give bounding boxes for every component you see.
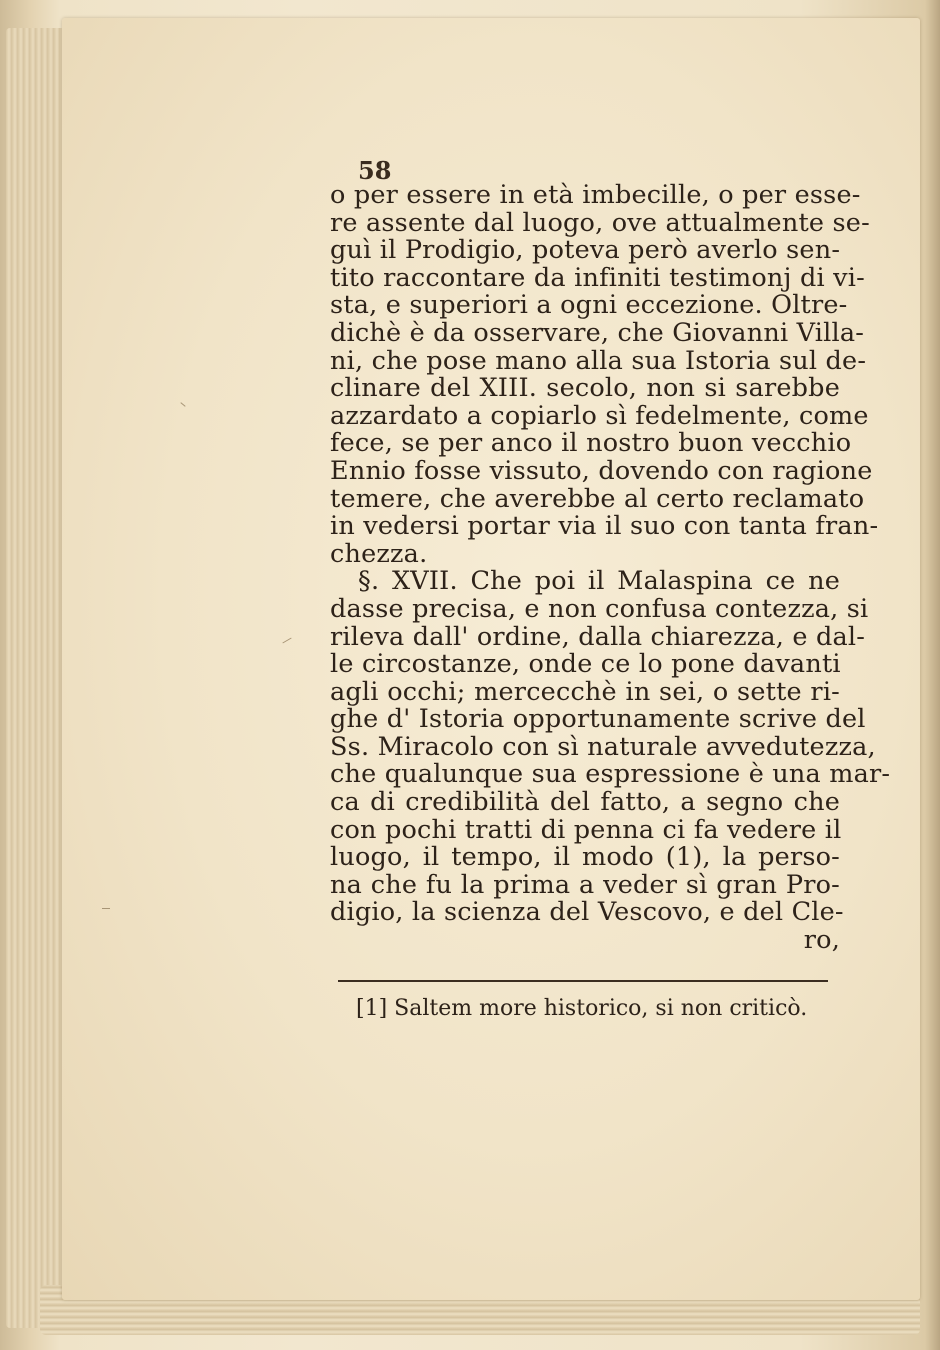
text-line: na che fu la prima a veder sì gran Pro- bbox=[330, 869, 840, 900]
text-line: tito raccontare da infiniti testimonj di vi- bbox=[330, 262, 865, 293]
page-number: 58 bbox=[358, 156, 392, 185]
text-line: le circostanze, onde ce lo pone davanti bbox=[330, 649, 841, 680]
catchword: ro, bbox=[803, 925, 840, 956]
text-line: azzardato a copiarlo sì fedelmente, come bbox=[330, 400, 869, 431]
text-line: con pochi tratti di penna ci fa vedere il bbox=[330, 814, 842, 845]
text-line: chezza. bbox=[330, 538, 428, 569]
text-line: digio, la scienza del Vescovo, e del Cle- bbox=[330, 897, 844, 928]
text-line: luogo, il tempo, il modo (1), la perso- bbox=[330, 842, 840, 873]
text-line: Ennio fosse vissuto, dovendo con ragione bbox=[330, 455, 873, 486]
text-line: o per essere in età imbecille, o per esse- bbox=[330, 180, 861, 210]
footnote: [1] Saltem more historico, si non criticò. bbox=[356, 996, 808, 1021]
body-text bbox=[330, 180, 891, 956]
paper-speck bbox=[282, 638, 291, 644]
text-line: ni, che pose mano alla sua Istoria sul de- bbox=[330, 345, 867, 376]
text-line: fece, se per anco il nostro buon vecchio bbox=[330, 428, 852, 459]
page-stack-left-edge bbox=[6, 28, 66, 1328]
text-line: guì il Prodigio, poteva però averlo sen- bbox=[330, 235, 841, 266]
text-line: ca di credibilità del fatto, a segno che bbox=[330, 787, 840, 818]
text-line: ghe d' Istoria opportunamente scrive del bbox=[330, 704, 866, 735]
section-heading-line: §. XVII. Che poi il Malaspina ce ne bbox=[358, 566, 840, 597]
text-line: re assente dal luogo, ove attualmente se- bbox=[330, 207, 870, 238]
text-line: Ss. Miracolo con sì naturale avvedutezza, bbox=[330, 731, 876, 762]
text-line: in vedersi portar via il suo con tanta fran- bbox=[330, 511, 879, 542]
text-line: agli occhi; mercecchè in sei, o sette ri- bbox=[330, 676, 840, 707]
paper-speck bbox=[180, 402, 185, 407]
text-line: dichè è da osservare, che Giovanni Villa- bbox=[330, 317, 865, 348]
paper-speck bbox=[102, 908, 110, 909]
text-line: dasse precisa, e non confusa contezza, si bbox=[330, 593, 869, 624]
text-line: sta, e superiori a ogni eccezione. Oltre- bbox=[330, 290, 848, 321]
text-line: temere, che averebbe al certo reclamato bbox=[330, 483, 865, 514]
text-line: che qualunque sua espressione è una mar- bbox=[330, 759, 891, 790]
text-line: clinare del XIII. secolo, non si sarebbe bbox=[330, 373, 840, 404]
footnote-rule bbox=[338, 980, 828, 982]
text-line: rileva dall' ordine, dalla chiarezza, e dal- bbox=[330, 621, 866, 652]
